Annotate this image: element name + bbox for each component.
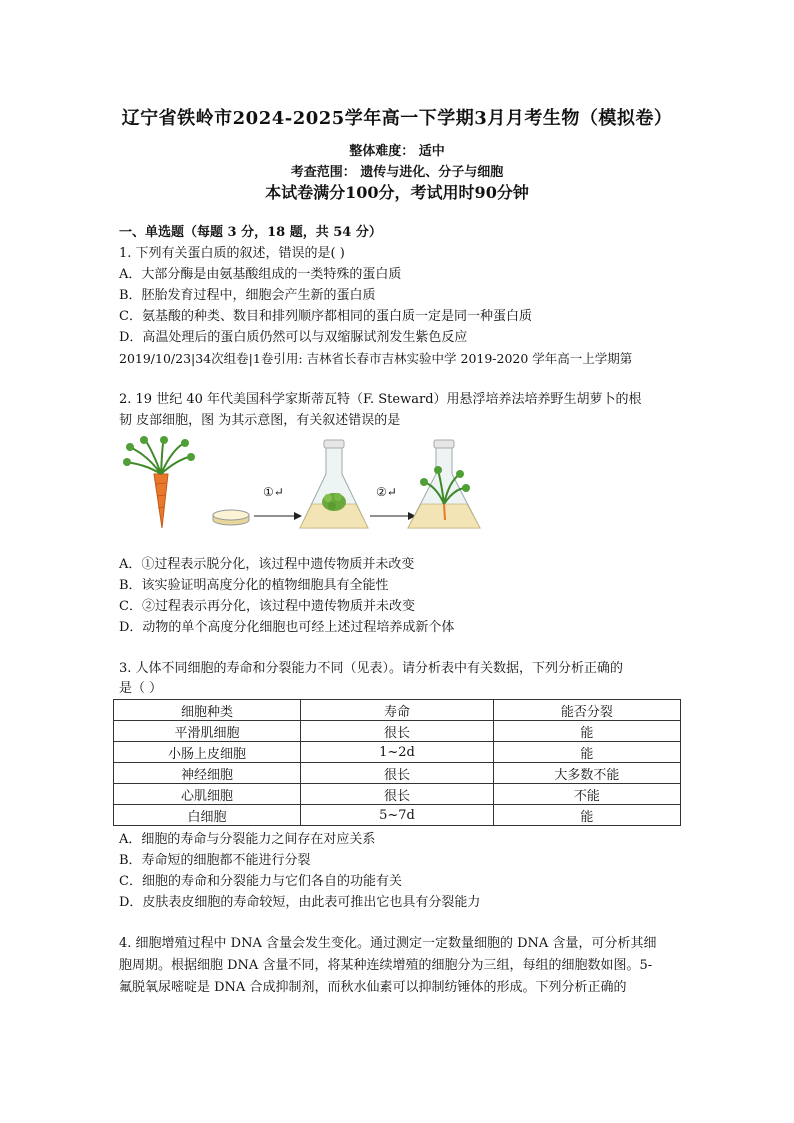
- table-row: [114, 721, 681, 742]
- table-cell: 神经细胞: [114, 763, 301, 784]
- q3-stem-line1: 3. 人体不同细胞的寿命和分裂能力不同（见表）。请分析表中有关数据，下列分析正确的: [119, 661, 624, 676]
- q3-option-d: D．皮肤表皮细胞的寿命较短，由此表可推出它也具有分裂能力: [119, 895, 481, 910]
- page-title: 辽宁省铁岭市2024-2025学年高一下学期3月月考生物（模拟卷）: [121, 108, 673, 129]
- table-row: [114, 805, 681, 826]
- cell-lifespan-table: [113, 699, 681, 826]
- table-cell: 5~7d: [301, 805, 494, 826]
- table-cell: 能: [493, 721, 680, 742]
- q3-stem-line2: 是（ ）: [119, 681, 163, 696]
- flask-plantlet-icon: [408, 440, 480, 528]
- q2-option-d: D．动物的单个高度分化细胞也可经上述过程培养成新个体: [119, 620, 455, 635]
- step-1-label: ①↵: [263, 485, 284, 499]
- table-cell: 小肠上皮细胞: [114, 742, 301, 763]
- exam-meta-line: 本试卷满分100分，考试用时90分钟: [265, 183, 529, 202]
- table-header-cell: 细胞种类: [114, 700, 301, 721]
- table-row: [114, 763, 681, 784]
- table-cell: 大多数不能: [493, 763, 680, 784]
- table-cell: 很长: [301, 763, 494, 784]
- q4-stem-line3: 氟脱氧尿嘧啶是 DNA 合成抑制剂，而秋水仙素可以抑制纺锤体的形成。下列分析正确的: [119, 980, 627, 995]
- table-cell: 能: [493, 805, 680, 826]
- table-cell: 能: [493, 742, 680, 763]
- step-2-label: ②↵: [376, 485, 397, 499]
- table-header-cell: 能否分裂: [493, 700, 680, 721]
- q2-option-b: B．该实验证明高度分化的植物细胞具有全能性: [119, 578, 389, 593]
- table-cell: 平滑肌细胞: [114, 721, 301, 742]
- table-cell: 不能: [493, 784, 680, 805]
- table-header-cell: 寿命: [301, 700, 494, 721]
- q4-stem-line2: 胞周期。根据细胞 DNA 含量不同，将某种连续增殖的细胞分为三组，每组的细胞数如图。5-: [119, 958, 653, 973]
- q1-source-note: 2019/10/23|34次组卷|1卷引用: 吉林省长春市吉林实验中学 2019-2020 学年高一上学期第: [119, 351, 633, 366]
- flask-callus-icon: [300, 440, 368, 528]
- q3-option-a: A．细胞的寿命与分裂能力之间存在对应关系: [119, 832, 376, 847]
- q4-stem-line1: 4. 细胞增殖过程中 DNA 含量会发生变化。通过测定一定数量细胞的 DNA 含量，可分析其细: [119, 936, 657, 951]
- table-cell: 很长: [301, 721, 494, 742]
- section-heading: 一、单选题（每题 3 分，18 题，共 54 分）: [119, 225, 382, 240]
- q3-option-c: C．细胞的寿命和分裂能力与它们各自的功能有关: [119, 874, 402, 889]
- q2-stem-line1: 2. 19 世纪 40 年代美国科学家斯蒂瓦特（F. Steward）用悬浮培养法培养野生胡萝卜的根: [119, 392, 642, 407]
- scope-line: 考查范围： 遗传与进化、分子与细胞: [290, 165, 504, 180]
- q2-option-c: C．②过程表示再分化，该过程中遗传物质并未改变: [119, 599, 415, 614]
- q2-stem-line2: 韧 皮部细胞，图 为其示意图，有关叙述错误的是: [119, 413, 401, 428]
- table-header-row: [114, 700, 681, 721]
- q2-option-a: A．①过程表示脱分化，该过程中遗传物质并未改变: [119, 557, 415, 572]
- table-row: [114, 784, 681, 805]
- table-cell: 白细胞: [114, 805, 301, 826]
- table-row: [114, 742, 681, 763]
- table-cell: 1~2d: [301, 742, 494, 763]
- carrot-icon: [123, 436, 195, 528]
- q3-option-b: B．寿命短的细胞都不能进行分裂: [119, 853, 311, 868]
- q1-option-b: B．胚胎发育过程中，细胞会产生新的蛋白质: [119, 288, 376, 303]
- q1-option-d: D．高温处理后的蛋白质仍然可以与双缩脲试剂发生紫色反应: [119, 330, 468, 345]
- q1-stem: 1. 下列有关蛋白质的叙述，错误的是( ): [119, 246, 345, 261]
- petri-dish-icon: [213, 510, 249, 525]
- table-cell: 很长: [301, 784, 494, 805]
- difficulty-line: 整体难度： 适中: [349, 144, 445, 159]
- table-cell: 心肌细胞: [114, 784, 301, 805]
- carrot-culture-figure: [118, 436, 498, 536]
- q1-option-c: C．氨基酸的种类、数目和排列顺序都相同的蛋白质一定是同一种蛋白质: [119, 309, 532, 324]
- q1-option-a: A．大部分酶是由氨基酸组成的一类特殊的蛋白质: [119, 267, 402, 282]
